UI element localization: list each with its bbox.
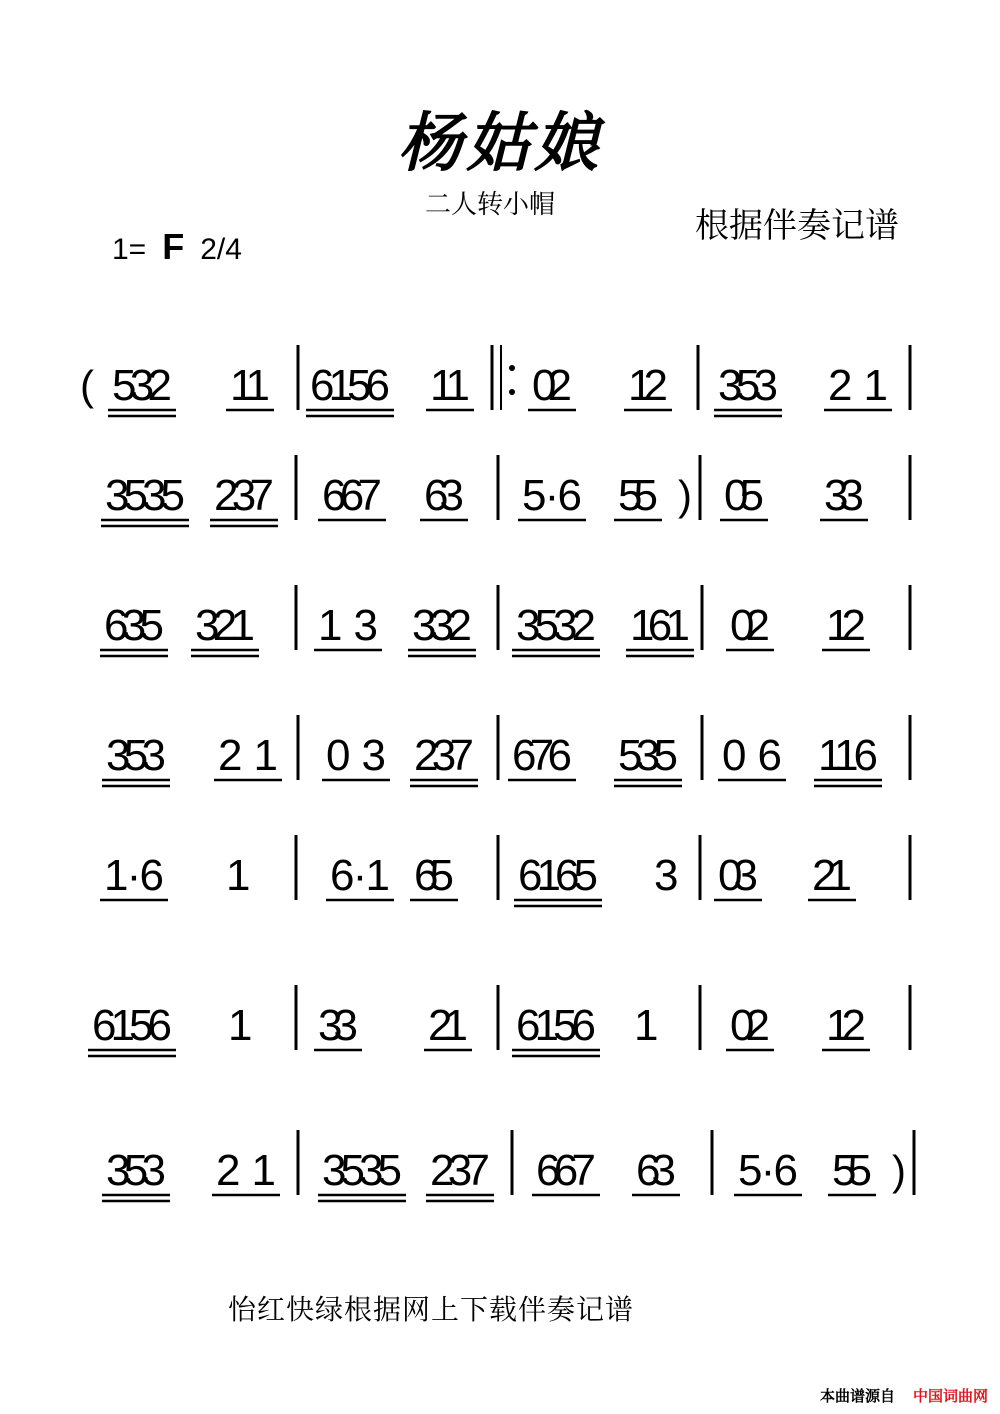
song-title: 杨姑娘 <box>398 106 602 181</box>
site-watermark <box>820 1385 988 1406</box>
watermark-prefix: 本曲谱源自 <box>819 1387 895 1405</box>
note-group: 1 <box>226 851 251 900</box>
note-group: 65 <box>414 851 454 900</box>
note-group: 0 6 <box>722 731 782 780</box>
note-group: 353 <box>106 1146 166 1195</box>
parenthesis: ( <box>80 362 94 409</box>
note-group: 02 <box>730 601 770 650</box>
note-group: 33 <box>318 1001 358 1050</box>
note-group: 33 <box>824 471 864 520</box>
note-group: 11 <box>430 361 470 410</box>
note-group: 353 <box>106 731 166 780</box>
note-group: 161 <box>630 601 690 650</box>
note-group: 2 1 <box>216 1146 276 1195</box>
note-group: 353 <box>718 361 778 410</box>
note-group: 0 3 <box>326 731 386 780</box>
note-group: 2 1 <box>828 361 888 410</box>
note-group: 1·6 <box>104 851 164 900</box>
note-group: 676 <box>512 731 572 780</box>
key-prefix: 1= <box>112 233 147 266</box>
note-group: 332 <box>412 601 472 650</box>
note-group: 12 <box>628 361 668 410</box>
repeat-dot <box>509 365 515 371</box>
note-group: 5·6 <box>738 1146 798 1195</box>
note-group: 05 <box>724 471 764 520</box>
note-group: 55 <box>618 471 658 520</box>
note-group: 321 <box>195 601 255 650</box>
time-signature: 2/4 <box>200 233 242 266</box>
note-group: 1 3 <box>318 601 378 650</box>
note-group: 635 <box>104 601 164 650</box>
note-group: 6156 <box>92 1001 172 1050</box>
transcription-note: 根据伴奏记谱 <box>695 206 899 246</box>
note-group: 6156 <box>516 1001 596 1050</box>
parenthesis: ) <box>678 472 692 519</box>
note-group: 3532 <box>516 601 596 650</box>
note-group: 2 1 <box>218 731 278 780</box>
note-group: 55 <box>832 1146 872 1195</box>
watermark-site-name: 中国词曲网 <box>912 1387 988 1405</box>
note-group: 21 <box>428 1001 468 1050</box>
note-group: 03 <box>718 851 758 900</box>
note-group: 63 <box>424 471 464 520</box>
note-group: 116 <box>818 731 878 780</box>
note-group: 02 <box>730 1001 770 1050</box>
note-group: 21 <box>812 851 852 900</box>
note-group: 237 <box>214 471 274 520</box>
note-group: 6165 <box>518 851 598 900</box>
note-group: 12 <box>826 601 866 650</box>
note-group: 63 <box>636 1146 676 1195</box>
genre-subtitle: 二人转小帽 <box>425 190 556 220</box>
note-group: 1 <box>228 1001 253 1050</box>
footer-note: 怡红快绿根据网上下载伴奏记谱 <box>228 1293 635 1326</box>
note-group: 6·1 <box>330 851 390 900</box>
note-group: 1 <box>634 1001 659 1050</box>
note-group: 532 <box>112 361 172 410</box>
note-group: 667 <box>536 1146 596 1195</box>
note-group: 11 <box>230 361 270 410</box>
note-group: 02 <box>532 361 572 410</box>
note-group: 3535 <box>322 1146 402 1195</box>
parenthesis: ) <box>892 1147 906 1194</box>
note-group: 3 <box>654 851 679 900</box>
note-group: 12 <box>826 1001 866 1050</box>
note-group: 6156 <box>310 361 390 410</box>
note-group: 237 <box>414 731 474 780</box>
note-group: 237 <box>430 1146 490 1195</box>
note-group: 3535 <box>105 471 185 520</box>
key-letter: F <box>162 226 185 267</box>
note-group: 5·6 <box>522 471 582 520</box>
note-group: 667 <box>322 471 382 520</box>
repeat-dot <box>509 389 515 395</box>
note-group: 535 <box>618 731 678 780</box>
